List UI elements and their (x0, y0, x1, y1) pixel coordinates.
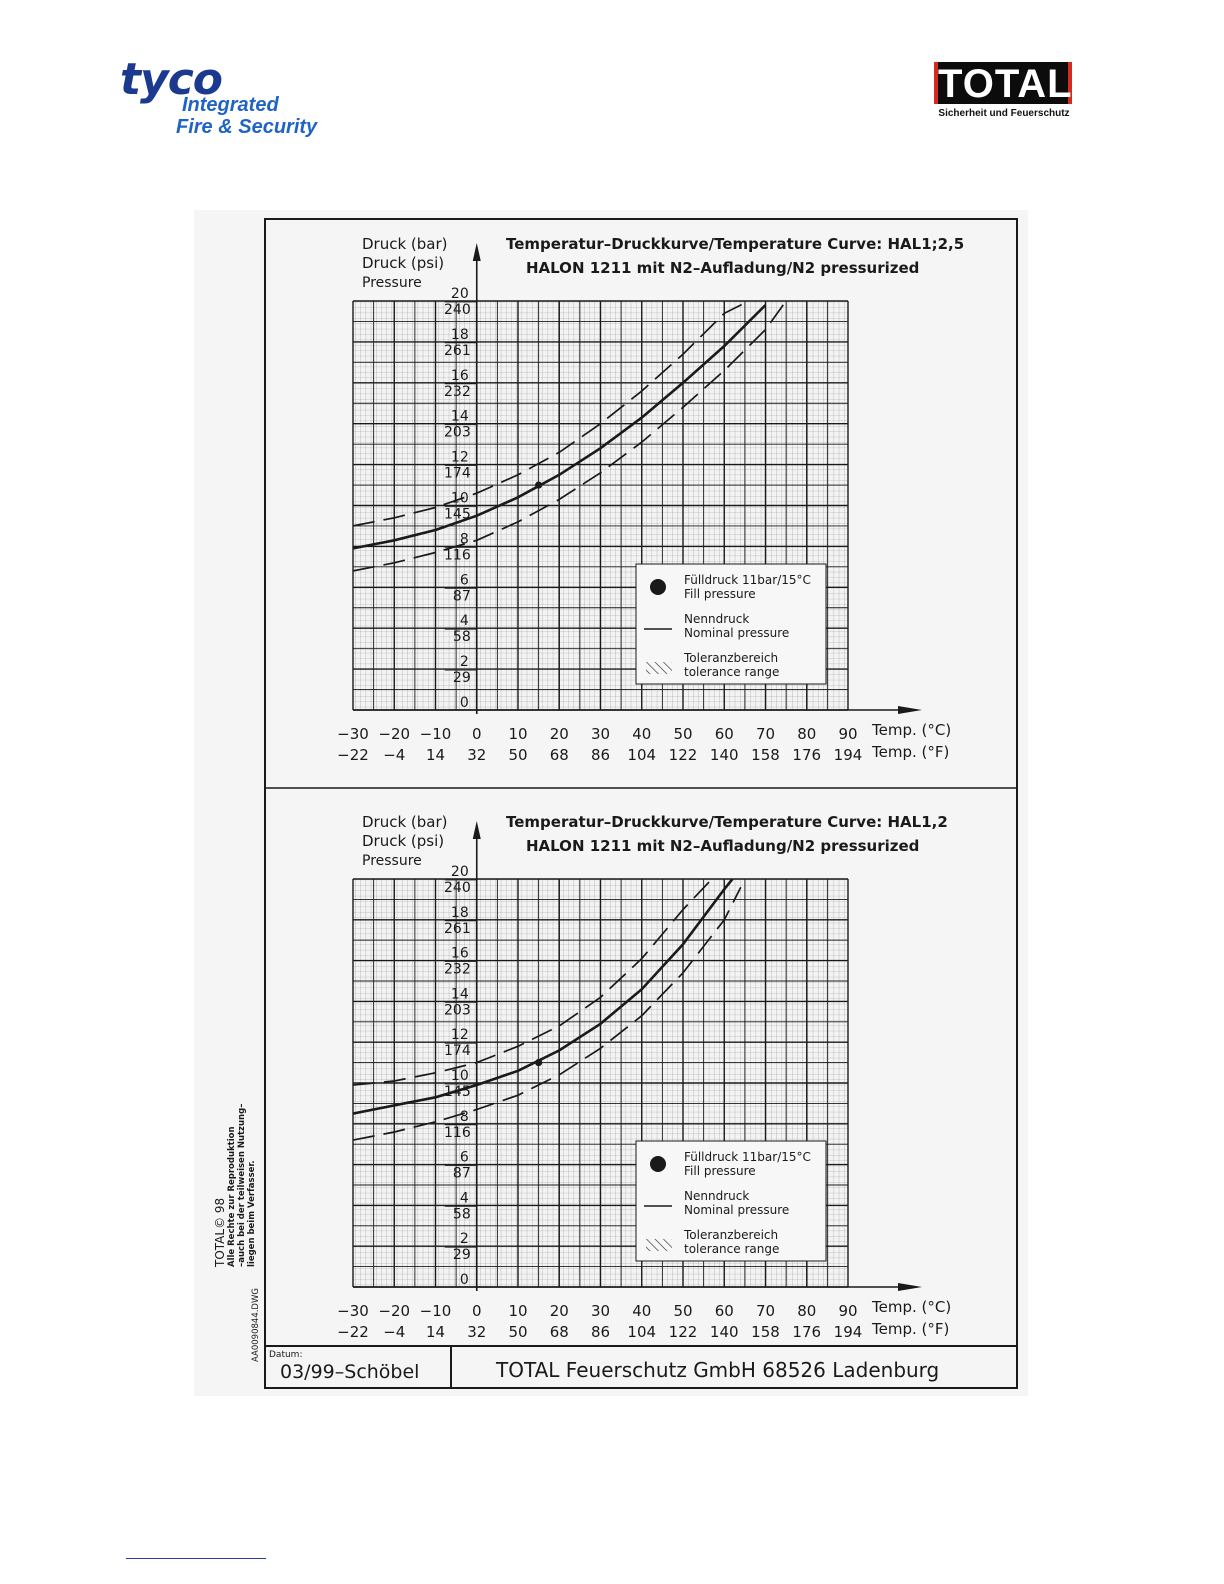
x-tick-c: 60 (714, 1302, 734, 1320)
y-tick-bar: 18 (450, 904, 469, 921)
legend-dot-icon (650, 1156, 666, 1172)
y-tick-bar: 2 (459, 654, 469, 671)
legend-sublabel: tolerance range (684, 1242, 780, 1256)
x-tick-c: 90 (838, 1302, 858, 1320)
legend-hatch-icon (646, 662, 672, 674)
copyright-line3: liegen beim Verfasser. (247, 1160, 257, 1267)
x-tick-c: 20 (549, 1302, 569, 1320)
x-tick-c: −20 (378, 1302, 411, 1320)
x-tick-c: 40 (632, 725, 652, 743)
y-tick-bar: 4 (459, 613, 469, 630)
y-tick-psi: 87 (452, 588, 471, 605)
footnote-rule (126, 1558, 266, 1559)
x-tick-f: 50 (508, 1323, 528, 1341)
x-tick-f: 104 (627, 1323, 657, 1341)
x-tick-f: 32 (467, 1323, 487, 1341)
y-tick-bar: 16 (450, 367, 469, 384)
legend-label: Nenndruck (684, 612, 750, 626)
x-tick-f: 194 (833, 1323, 863, 1341)
legend-sublabel: Fill pressure (684, 1164, 756, 1178)
x-tick-f: 68 (549, 1323, 569, 1341)
x-tick-c: 50 (673, 725, 693, 743)
x-tick-f: 86 (590, 746, 611, 764)
x-tick-f: 122 (668, 1323, 698, 1341)
legend-sublabel: Fill pressure (684, 587, 756, 601)
total-logo-tagline: Sicherheit und Feuerschutz (938, 108, 1070, 119)
tyco-logo-line2: Fire & Security (176, 116, 318, 138)
y-tick-psi: 240 (444, 302, 471, 318)
chart-title: Temperatur–Druckkurve/Temperature Curve: HAL1;2,5 (506, 235, 965, 253)
y-axis-label-2: Druck (psi) (362, 254, 445, 272)
x-tick-c: 30 (590, 1302, 611, 1320)
date-author: 03/99–Schöbel (280, 1361, 420, 1383)
x-tick-f: 158 (751, 1323, 780, 1341)
x-axis-label-f: Temp. (°F) (872, 1320, 950, 1338)
y-tick-psi: 174 (444, 1043, 471, 1060)
y-tick-psi: 203 (444, 424, 471, 441)
chart-sheet (194, 210, 1028, 1396)
y-tick-psi: 29 (452, 670, 471, 687)
x-tick-f: 194 (833, 746, 863, 764)
total-logo (934, 62, 1074, 122)
copyright-mark: TOTAL© 98 (213, 1197, 227, 1267)
y-tick-psi: 58 (452, 629, 471, 646)
y-tick-bar: 20 (450, 286, 469, 302)
y-tick-psi: 261 (444, 920, 471, 937)
x-axis-label-c: Temp. (°C) (872, 721, 952, 739)
x-tick-c: 40 (632, 1302, 652, 1320)
x-tick-f: 176 (792, 746, 822, 764)
x-tick-c: 0 (471, 1302, 482, 1320)
y-tick-psi: 58 (452, 1206, 471, 1223)
x-tick-f: 14 (425, 746, 446, 764)
y-tick-bar: 10 (450, 1068, 469, 1084)
x-axis-label-f: Temp. (°F) (872, 743, 950, 761)
x-tick-f: −4 (383, 1323, 406, 1341)
drawing-number: AA0090844.DWG (251, 1288, 261, 1362)
y-tick-bar: 18 (450, 326, 469, 343)
tyco-logo-line1: Integrated (182, 94, 279, 116)
charts-drawing (194, 210, 1028, 1396)
y-tick-psi: 145 (444, 1084, 471, 1100)
y-tick-psi: 29 (452, 1247, 471, 1264)
y-tick-psi: 240 (444, 880, 471, 896)
x-tick-c: −10 (419, 725, 452, 743)
x-tick-c: 10 (508, 1302, 528, 1320)
x-tick-f: −22 (337, 1323, 369, 1341)
y-tick-bar: 0 (459, 695, 469, 711)
fill-pressure-point (535, 481, 542, 488)
y-tick-psi: 232 (444, 961, 471, 978)
fill-pressure-point (535, 1059, 542, 1066)
legend-hatch-icon (646, 1239, 672, 1251)
x-tick-f: 32 (467, 746, 487, 764)
x-tick-c: 0 (471, 725, 482, 743)
x-tick-c: 20 (549, 725, 569, 743)
x-tick-c: 90 (838, 725, 858, 743)
y-tick-bar: 6 (459, 572, 469, 589)
y-axis-label-1: Druck (bar) (362, 813, 448, 831)
chart-subtitle: HALON 1211 mit N2–Aufladung/N2 pressurized (526, 259, 920, 277)
x-tick-c: 80 (797, 1302, 817, 1320)
company-name: TOTAL Feuerschutz GmbH 68526 Ladenburg (496, 1358, 940, 1382)
x-tick-f: 86 (590, 1323, 611, 1341)
x-axis-label-c: Temp. (°C) (872, 1298, 952, 1316)
x-tick-f: −22 (337, 746, 369, 764)
x-tick-f: 122 (668, 746, 698, 764)
legend-sublabel: tolerance range (684, 665, 780, 679)
legend-dot-icon (650, 579, 666, 595)
y-tick-bar: 8 (459, 531, 469, 548)
x-tick-c: 30 (590, 725, 611, 743)
total-logo-word: TOTAL (934, 62, 1072, 104)
legend-label: Fülldruck 11bar/15°C (684, 573, 811, 587)
y-axis-label-3: Pressure (362, 853, 422, 869)
legend-sublabel: Nominal pressure (684, 1203, 790, 1217)
y-tick-bar: 6 (459, 1149, 469, 1166)
y-tick-psi: 203 (444, 1002, 471, 1019)
y-tick-bar: 2 (459, 1231, 469, 1248)
y-tick-bar: 0 (459, 1272, 469, 1288)
x-tick-c: 10 (508, 725, 528, 743)
y-tick-psi: 232 (444, 383, 471, 400)
x-tick-f: 14 (425, 1323, 446, 1341)
y-tick-bar: 14 (450, 986, 469, 1003)
y-tick-psi: 145 (444, 506, 471, 523)
x-tick-f: 140 (709, 1323, 739, 1341)
x-tick-f: 68 (549, 746, 569, 764)
legend-label: Fülldruck 11bar/15°C (684, 1150, 811, 1164)
chart-title: Temperatur–Druckkurve/Temperature Curve: HAL1,2 (506, 813, 948, 831)
copyright-line1: Alle Rechte zur Reproduktion (227, 1126, 237, 1267)
chart-subtitle: HALON 1211 mit N2–Aufladung/N2 pressurized (526, 837, 920, 855)
x-tick-c: 70 (755, 725, 776, 743)
y-tick-bar: 14 (450, 408, 469, 425)
y-axis-label-2: Druck (psi) (362, 832, 445, 850)
y-tick-bar: 12 (450, 1027, 469, 1044)
x-tick-f: 50 (508, 746, 528, 764)
y-tick-bar: 12 (450, 449, 469, 466)
x-tick-c: 60 (714, 725, 734, 743)
x-tick-c: 70 (755, 1302, 776, 1320)
y-tick-bar: 16 (450, 945, 469, 962)
tyco-logo (120, 54, 330, 144)
datum-label: Datum: (269, 1350, 303, 1360)
x-tick-c: 50 (673, 1302, 693, 1320)
y-tick-bar: 4 (459, 1190, 469, 1207)
tyco-logo-word: tyco (120, 54, 223, 105)
x-tick-f: 104 (627, 746, 657, 764)
x-tick-f: 176 (792, 1323, 822, 1341)
x-tick-c: −20 (378, 725, 411, 743)
x-tick-c: −30 (337, 1302, 369, 1320)
x-tick-c: −30 (337, 725, 369, 743)
y-tick-psi: 261 (444, 342, 471, 359)
x-tick-c: −10 (419, 1302, 452, 1320)
legend-label: Toleranzbereich (684, 1228, 779, 1242)
y-tick-bar: 10 (450, 490, 469, 507)
y-tick-bar: 8 (459, 1108, 469, 1125)
y-tick-bar: 20 (450, 864, 469, 880)
legend-sublabel: Nominal pressure (684, 626, 790, 640)
x-tick-f: 140 (709, 746, 739, 764)
y-axis-label-3: Pressure (362, 275, 422, 291)
y-tick-psi: 116 (444, 1124, 471, 1141)
y-tick-psi: 87 (452, 1165, 471, 1182)
y-tick-psi: 174 (444, 465, 471, 482)
y-tick-psi: 116 (444, 547, 471, 564)
copyright-line2: –auch bei der teilweisen Nutzung– (237, 1103, 247, 1267)
y-axis-label-1: Druck (bar) (362, 235, 448, 253)
x-tick-f: 158 (751, 746, 780, 764)
x-tick-c: 80 (797, 725, 817, 743)
x-tick-f: −4 (383, 746, 406, 764)
legend-label: Nenndruck (684, 1189, 750, 1203)
legend-label: Toleranzbereich (684, 651, 779, 665)
